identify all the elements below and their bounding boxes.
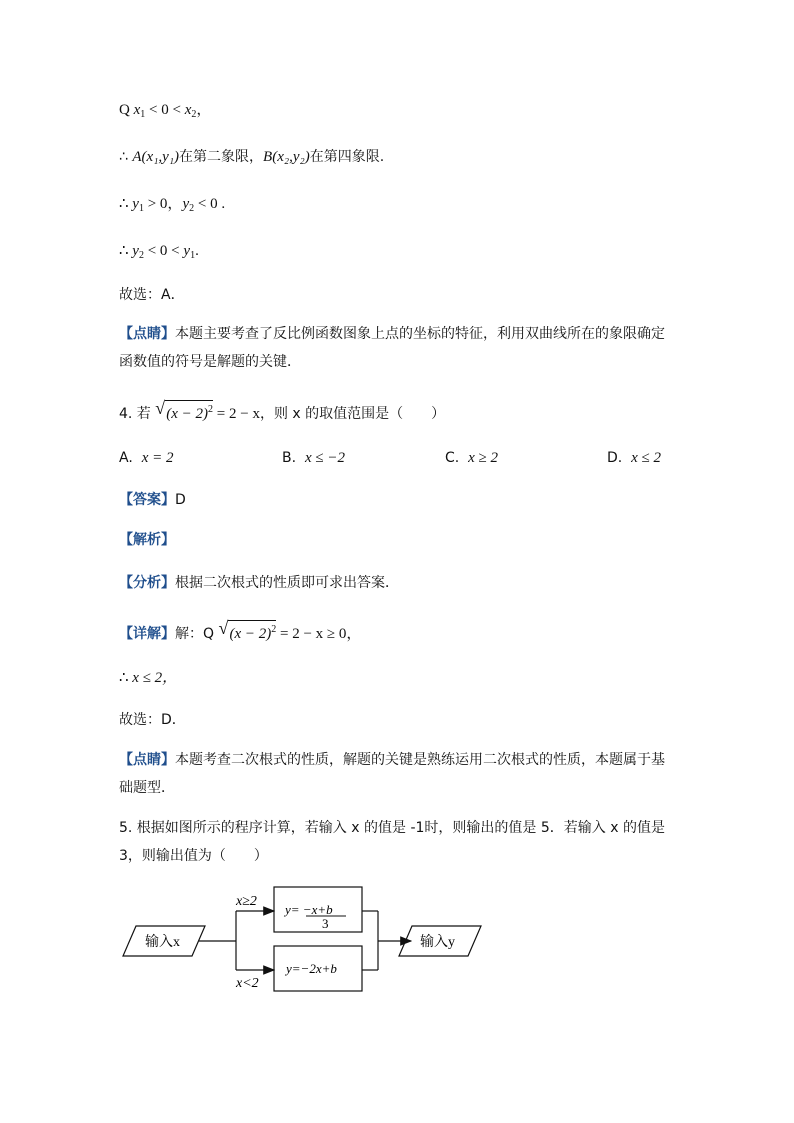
- dianjing-q3-line1: 【点睛】本题主要考查了反比例函数图象上点的坐标的特征，利用双曲线所在的象限确定: [119, 326, 665, 342]
- answer-tag: 【答案】: [119, 492, 175, 508]
- condition-top: x≥2: [236, 894, 257, 909]
- line-quadrants: ∴ A(x₁,y₁)在第二象限，B(x₂,y₂)在第四象限.: [119, 149, 385, 165]
- dianjing-tag: 【点睛】: [119, 326, 175, 342]
- dianjing-q3-line2: 函数值的符号是解题的关键．: [119, 354, 301, 370]
- therefore-symbol: ∴: [119, 149, 128, 165]
- dianjing-q4-line1: 【点睛】本题考查二次根式的性质，解题的关键是熟练运用二次根式的性质，本题属于基: [119, 752, 665, 768]
- dianjing-q4-line2: 础题型．: [119, 780, 175, 796]
- because-symbol: Q: [119, 102, 130, 118]
- therefore-line: ∴ x ≤ 2，: [119, 670, 178, 686]
- question-5-line2: 3，则输出值为（ ）: [119, 848, 268, 864]
- input-parallelogram: [123, 926, 205, 956]
- line-y-signs: ∴ $y_1 > 0$，$y_2 < 0$ .: [119, 196, 226, 214]
- line-y-order: ∴ $y_2 < 0 < y_1$.: [119, 243, 199, 261]
- analysis-heading: 【解析】: [119, 532, 175, 548]
- output-parallelogram: [399, 926, 481, 956]
- detail-line: 【详解】解：Q √ $(x - 2)^2 = 2 - x \ge 0$，: [119, 618, 362, 642]
- choose-line: 故选：D．: [119, 712, 186, 728]
- formula-top-denominator: 3: [322, 916, 329, 931]
- option-a[interactable]: A. x = 2: [119, 450, 174, 466]
- sqrt-expression: √ $(x - 2)^2$: [155, 398, 214, 422]
- formula-bottom: y=−2x+b: [286, 961, 337, 976]
- question-5-line1: 5. 根据如图所示的程序计算，若输入 x 的值是 -1时，则输出的值是 5．若输入 x 的值是: [119, 820, 665, 836]
- fenxi-line: 【分析】根据二次根式的性质即可求出答案．: [119, 575, 399, 591]
- option-c[interactable]: C. x ≥ 2: [445, 450, 499, 466]
- sqrt-expression-detail: √ $(x - 2)^2$: [218, 618, 277, 642]
- answer-choice-q3: 故选：A．: [119, 287, 185, 303]
- line-because: Q $x_1 < 0 < x_2$，: [119, 102, 212, 120]
- option-b[interactable]: B. x ≤ −2: [282, 450, 345, 466]
- formula-top-numerator: y= −x+b: [285, 902, 333, 917]
- output-label: 输入y: [420, 935, 455, 950]
- question-4: 4. 若 √ $(x - 2)^2 = 2 - x$，则 x 的取值范围是（ ）: [119, 398, 446, 422]
- answer-value: D: [175, 492, 186, 508]
- formula-box-top: [274, 887, 362, 932]
- option-d[interactable]: D. x ≤ 2: [607, 450, 662, 466]
- formula-box-bottom: [274, 946, 362, 991]
- answer-line: [119, 490, 186, 510]
- condition-bottom: x<2: [236, 976, 259, 991]
- input-label: 输入x: [145, 935, 180, 950]
